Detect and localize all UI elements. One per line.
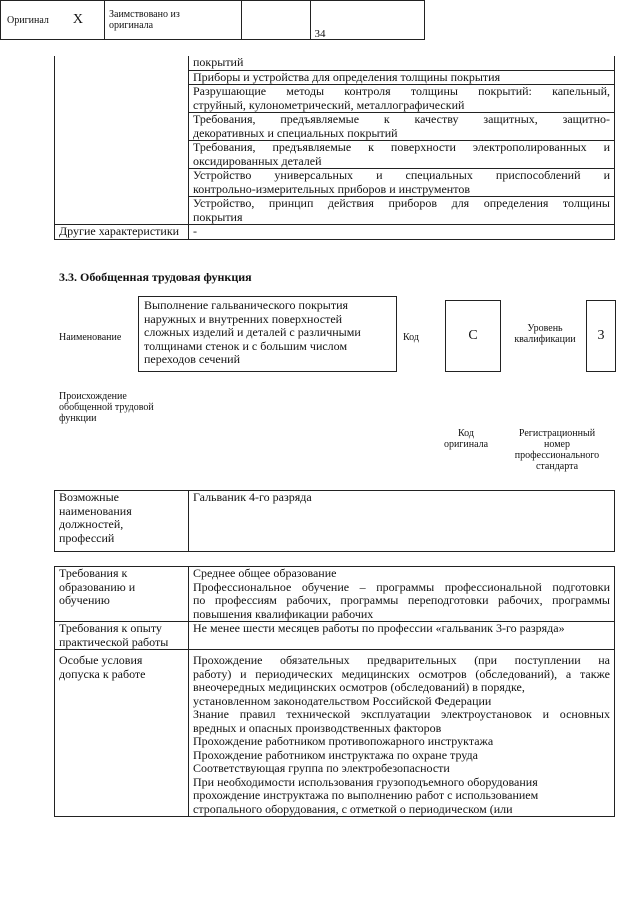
requirement-line: внеочередных медицинских осмотров (обследований) в порядке, [193,680,525,694]
name-label: Наименование [59,332,122,343]
requirement-line: Профессиональное обучение – программы профессиональной подготовки [193,579,610,594]
requirement-line: работу) и периодических медицинских осмотров (обследований), а также [193,666,610,681]
level-label-line: квалификации [514,334,576,345]
borrowed-label-line: Заимствовано из [109,9,180,20]
page-number: 34 [314,28,326,40]
origin-label-line: обобщенной трудовой [59,402,154,413]
function-name-line: толщинами стенок и с большим числом [144,338,348,353]
requirement-label [55,622,189,650]
requirement-line: Прохождение работником инструктажа по охране труда [193,747,478,762]
requirement-value [189,622,615,650]
requirement-line: установленном законодательством Российской Федерации [193,693,492,708]
code-caption-line: оригинала [443,439,489,450]
code-value-box [445,300,501,372]
knowledge-line: струйный, кулонометрический, металлографический [193,97,465,112]
table-row [55,225,615,240]
positions-value: Гальваник 4-го разряда [189,491,615,552]
knowledge-line: декоративных и специальных покрытий [193,125,398,140]
knowledge-line: покрытия [193,209,243,224]
original-mark: Х [72,12,84,27]
requirement-line: прохождение инструктажа по выполнению работ с использованием [193,788,539,802]
origin-label-line: Происхождение [59,391,127,402]
requirement-label-line: допуска к работе [59,666,146,681]
origin-reg-caption [504,428,610,472]
section-title: 3.3. Обобщенная трудовая функция [59,270,252,284]
positions-label-line: Возможные [59,490,119,504]
knowledge-line: Устройство, принцип действия приборов для определения толщины [193,196,610,210]
requirement-label [55,650,189,817]
requirement-label [55,567,189,622]
requirement-value [189,567,615,622]
function-name-line: сложных изделий и деталей с различными [144,325,361,339]
origin-code-caption [432,428,500,450]
function-name-line: переходов сечений [144,352,241,366]
knowledge-item [189,85,615,113]
knowledge-table [54,56,615,240]
requirement-line: по профессиям рабочих, программы переподготовки рабочих, программы [193,593,610,607]
requirement-line: повышения квалификации рабочих [193,606,374,621]
positions-label-line: наименования [59,503,132,518]
positions-label-line: профессий [59,530,115,545]
requirement-line: Не менее шести месяцев работы по профессии «гальваник 3-го разряда» [193,621,565,635]
reg-caption-line: Регистрационный [518,428,596,439]
knowledge-item [189,197,615,225]
level-value: 3 [597,328,605,343]
positions-label [55,491,189,552]
requirement-label-line: образованию и [59,579,136,594]
knowledge-line: Приборы и устройства для определения толщины покрытия [193,69,501,84]
positions-table [54,490,615,552]
requirement-line: стропального оборудования, с отметкой о периодическом (или [193,801,513,816]
positions-label-line: должностей, [59,517,124,531]
reg-caption-line: стандарта [535,461,579,472]
knowledge-label-cell [55,56,189,225]
knowledge-line: контрольно-измерительных приборов и инструментов [193,181,470,196]
function-name-line: Выполнение гальванического покрытия [144,298,349,312]
requirement-value [189,650,615,817]
function-name-box [138,296,397,372]
knowledge-line: Устройство универсальных и специальных приспособлений и [193,168,610,182]
code-caption-line: Код [458,428,474,439]
function-name-line: наружных и внутренних поверхностей [144,311,343,326]
borrowed-label-line: оригинала [109,20,154,31]
knowledge-line: Требования, предъявляемые к качеству защитных, защитно- [193,112,610,126]
level-value-box [586,300,616,372]
requirement-line: При необходимости использования грузоподъемного оборудования [193,774,538,789]
requirement-label-line: обучению [59,593,110,607]
table-row [55,650,615,817]
requirement-line: вредных и опасных производственных факторов [193,720,442,735]
level-label-line: Уровень [527,323,563,334]
knowledge-item [189,56,615,70]
requirement-line: Прохождение обязательных предварительных (при поступлении на [193,653,610,667]
knowledge-line: покрытий [193,55,244,69]
code-value: С [468,328,478,343]
table-row [55,567,615,622]
original-label: Оригинал [7,14,49,26]
reg-caption-line: номер [544,439,570,450]
origin-label-line: функции [59,413,97,424]
requirement-label-line: Требования к опыту [59,621,162,635]
table-row [55,622,615,650]
knowledge-item [189,70,615,85]
knowledge-item [189,169,615,197]
knowledge-line: оксидированных деталей [193,153,322,168]
knowledge-item [189,113,615,141]
other-characteristics-label: Другие характеристики [55,225,189,240]
level-label [508,323,582,345]
knowledge-line: Требования, предъявляемые к поверхности электрополированных и [193,140,610,154]
requirement-label-line: практической работы [59,634,169,649]
code-label: Код [403,332,419,343]
requirement-label-line: Особые условия [59,653,143,667]
reg-caption-line: профессионального [514,450,600,461]
requirement-line: Соответствующая группа по электробезопасности [193,761,450,775]
origin-label [59,391,154,424]
other-characteristics-value: - [189,225,615,240]
requirement-line: Среднее общее образование [193,566,337,580]
knowledge-item [189,141,615,169]
requirement-line: Прохождение работником противопожарного инструктажа [193,734,494,748]
requirements-table [54,566,615,817]
requirement-line: Знание правил технической эксплуатации электроустановок и основных [193,707,610,721]
knowledge-line: Разрушающие методы контроля толщины покрытий: капельный, [193,84,610,98]
table-row [55,56,615,70]
requirement-label-line: Требования к [59,566,128,580]
